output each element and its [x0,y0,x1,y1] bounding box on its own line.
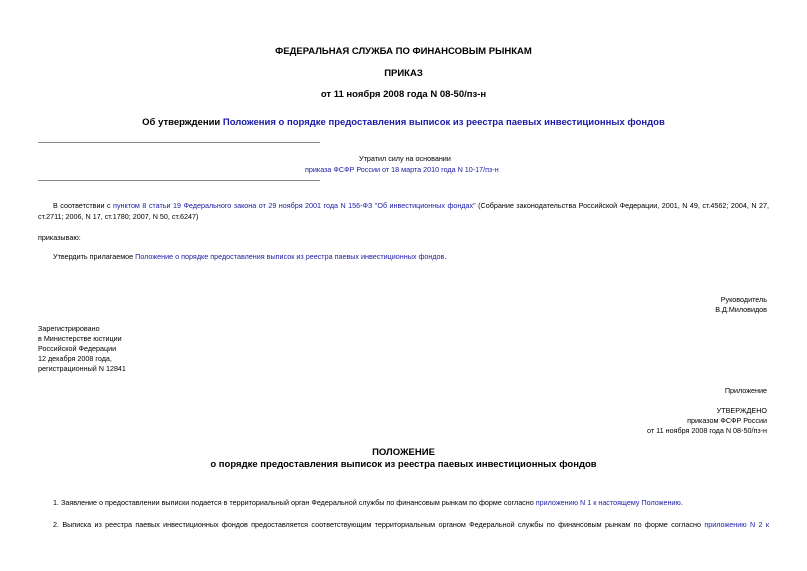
registration-line: Зарегистрировано [38,324,100,333]
registration-line: 12 декабря 2008 года, [38,354,112,363]
title-prefix: Об утверждении [142,117,223,128]
approval-paragraph [53,252,446,262]
approved-label: УТВЕРЖДЕНО [716,406,767,415]
status-note-text: Утратил силу на основании [359,154,451,163]
item-2 [53,519,769,530]
registration-line: в Министерстве юстиции [38,334,122,343]
preamble-prefix: В соответствии с [53,201,114,210]
doc-date: от 11 ноября 2008 года N 08-50/пз-н [320,89,487,100]
signatory-name: В.Д.Миловидов [715,305,767,314]
item-1-text: 1. Заявление о предоставлении выписки подается в территориальный орган Федеральной службы по финансовым рынкам по форме согласно [53,498,536,507]
bottom-divider [38,180,320,181]
registration-line: Российской Федерации [38,344,117,353]
registration-block [38,324,126,374]
approved-order-date: от 11 ноября 2008 года N 08-50/пз-н [647,426,767,435]
order-word: приказываю: [38,233,81,242]
doc-type: ПРИКАЗ [384,68,423,79]
agency-name: ФЕДЕРАЛЬНАЯ СЛУЖБА ПО ФИНАНСОВЫМ РЫНКАМ [275,46,532,57]
regulation-subtitle: о порядке предоставления выписок из реестра паевых инвестиционных фондов [210,459,597,470]
appendix-1-link[interactable]: приложению N 1 к настоящему Положению [535,498,681,507]
appendix-label: Приложение [724,386,767,395]
appendix-2-link[interactable]: приложению N 2 к [704,520,769,529]
preamble-line-2: ст.2711; 2006, N 17, ст.1780; 2007, N 50, ст.6247) [38,212,199,221]
item-2-line-1 [53,519,769,530]
approval-suffix: . [444,252,447,261]
approval-prefix: Утвердить прилагаемое [53,252,136,261]
preamble-paragraph [38,200,769,222]
item-1 [53,498,683,508]
item-1-suffix: . [680,498,683,507]
item-2-text: 2. Выписка из реестра паевых инвестиционных фондов предоставляется соответствующим территориальным органом Федеральной службы по финансовым рынкам по форме согласно [53,520,705,529]
law-reference-link[interactable]: пунктом 8 статьи 19 Федерального закона от 29 ноября 2001 года N 156-ФЗ "Об инвестиционных фондах" [113,201,476,210]
regulation-title: ПОЛОЖЕНИЕ [372,447,435,458]
title-regulation-link[interactable]: Положения о порядке предоставления выписок из реестра паевых инвестиционных фондов [222,117,665,128]
top-divider [38,142,320,143]
registration-line: регистрационный N 12841 [38,364,126,373]
regulation-link[interactable]: Положение о порядке предоставления выписок из реестра паевых инвестиционных фондов [135,252,445,261]
approved-by-order: приказом ФСФР России [687,416,767,425]
signatory-position: Руководитель [720,295,767,304]
preamble-suffix: (Собрание законодательства Российской Федерации, 2001, N 49, ст.4562; 2004, N 27, [475,201,769,210]
page-title [0,117,807,128]
status-note-link[interactable]: приказа ФСФР России от 18 марта 2010 года N 10-17/пз-н [305,165,499,174]
preamble-line-1 [38,200,769,211]
